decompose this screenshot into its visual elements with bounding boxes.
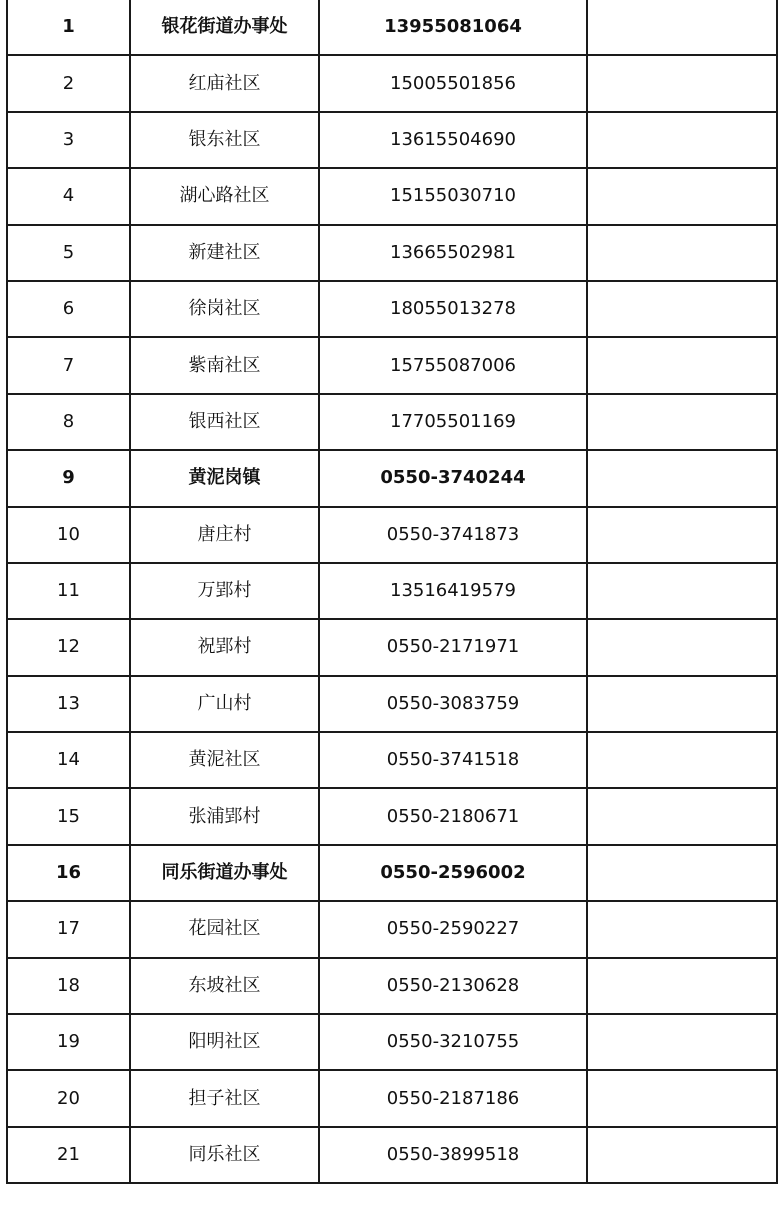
note-cell bbox=[587, 507, 777, 563]
note-cell bbox=[587, 337, 777, 393]
phone-number-cell: 0550-3210755 bbox=[319, 1014, 587, 1070]
row-number-cell: 2 bbox=[7, 55, 130, 111]
phone-number-cell: 0550-3740244 bbox=[319, 450, 587, 506]
phone-number-cell: 0550-2596002 bbox=[319, 845, 587, 901]
row-number-cell: 7 bbox=[7, 337, 130, 393]
phone-number-cell: 0550-3899518 bbox=[319, 1127, 587, 1183]
note-cell bbox=[587, 788, 777, 844]
unit-name-cell: 广山村 bbox=[130, 676, 319, 732]
phone-number-cell: 0550-2187186 bbox=[319, 1070, 587, 1126]
row-number-cell: 1 bbox=[7, 0, 130, 55]
table-row bbox=[7, 281, 777, 337]
unit-name-cell: 担子社区 bbox=[130, 1070, 319, 1126]
unit-name-cell: 万郢村 bbox=[130, 563, 319, 619]
unit-name-cell: 紫南社区 bbox=[130, 337, 319, 393]
phone-number-cell: 0550-3741518 bbox=[319, 732, 587, 788]
table-row bbox=[7, 225, 777, 281]
unit-name-cell: 阳明社区 bbox=[130, 1014, 319, 1070]
unit-name-cell: 新建社区 bbox=[130, 225, 319, 281]
row-number-cell: 20 bbox=[7, 1070, 130, 1126]
unit-name-cell: 花园社区 bbox=[130, 901, 319, 957]
phone-number-cell: 13665502981 bbox=[319, 225, 587, 281]
row-number-cell: 4 bbox=[7, 168, 130, 224]
row-number-cell: 15 bbox=[7, 788, 130, 844]
note-cell bbox=[587, 563, 777, 619]
phone-number-cell: 0550-2180671 bbox=[319, 788, 587, 844]
phone-number-cell: 0550-3741873 bbox=[319, 507, 587, 563]
note-cell bbox=[587, 55, 777, 111]
row-number-cell: 17 bbox=[7, 901, 130, 957]
phone-number-cell: 0550-3083759 bbox=[319, 676, 587, 732]
phone-number-cell: 15755087006 bbox=[319, 337, 587, 393]
table-row bbox=[7, 732, 777, 788]
note-cell bbox=[587, 845, 777, 901]
unit-name-cell: 徐岗社区 bbox=[130, 281, 319, 337]
row-number-cell: 18 bbox=[7, 958, 130, 1014]
note-cell bbox=[587, 168, 777, 224]
note-cell bbox=[587, 225, 777, 281]
unit-name-cell: 黄泥社区 bbox=[130, 732, 319, 788]
phone-number-cell: 13615504690 bbox=[319, 112, 587, 168]
table-row bbox=[7, 112, 777, 168]
note-cell bbox=[587, 450, 777, 506]
note-cell bbox=[587, 958, 777, 1014]
unit-name-cell: 张浦郢村 bbox=[130, 788, 319, 844]
note-cell bbox=[587, 732, 777, 788]
phone-number-cell: 0550-2130628 bbox=[319, 958, 587, 1014]
phone-number-cell: 17705501169 bbox=[319, 394, 587, 450]
unit-name-cell: 东坡社区 bbox=[130, 958, 319, 1014]
table-row bbox=[7, 563, 777, 619]
phone-number-cell: 0550-2171971 bbox=[319, 619, 587, 675]
unit-name-cell: 黄泥岗镇 bbox=[130, 450, 319, 506]
unit-name-cell: 银西社区 bbox=[130, 394, 319, 450]
table-row bbox=[7, 55, 777, 111]
phone-number-cell: 0550-2590227 bbox=[319, 901, 587, 957]
row-number-cell: 16 bbox=[7, 845, 130, 901]
row-number-cell: 12 bbox=[7, 619, 130, 675]
row-number-cell: 13 bbox=[7, 676, 130, 732]
table-row bbox=[7, 450, 777, 506]
table-row bbox=[7, 845, 777, 901]
table-row bbox=[7, 1014, 777, 1070]
phone-number-cell: 13516419579 bbox=[319, 563, 587, 619]
phone-number-cell: 15005501856 bbox=[319, 55, 587, 111]
note-cell bbox=[587, 394, 777, 450]
contacts-table-body bbox=[7, 0, 777, 1183]
note-cell bbox=[587, 1127, 777, 1183]
table-row bbox=[7, 394, 777, 450]
row-number-cell: 14 bbox=[7, 732, 130, 788]
unit-name-cell: 银花街道办事处 bbox=[130, 0, 319, 55]
phone-number-cell: 13955081064 bbox=[319, 0, 587, 55]
note-cell bbox=[587, 619, 777, 675]
row-number-cell: 9 bbox=[7, 450, 130, 506]
table-row bbox=[7, 507, 777, 563]
note-cell bbox=[587, 112, 777, 168]
unit-name-cell: 红庙社区 bbox=[130, 55, 319, 111]
row-number-cell: 10 bbox=[7, 507, 130, 563]
table-row bbox=[7, 337, 777, 393]
phone-number-cell: 18055013278 bbox=[319, 281, 587, 337]
table-row bbox=[7, 1127, 777, 1183]
table-row bbox=[7, 168, 777, 224]
unit-name-cell: 唐庄村 bbox=[130, 507, 319, 563]
note-cell bbox=[587, 1014, 777, 1070]
row-number-cell: 21 bbox=[7, 1127, 130, 1183]
note-cell bbox=[587, 676, 777, 732]
table-row bbox=[7, 1070, 777, 1126]
table-row bbox=[7, 619, 777, 675]
note-cell bbox=[587, 901, 777, 957]
row-number-cell: 3 bbox=[7, 112, 130, 168]
unit-name-cell: 同乐街道办事处 bbox=[130, 845, 319, 901]
row-number-cell: 5 bbox=[7, 225, 130, 281]
note-cell bbox=[587, 1070, 777, 1126]
unit-name-cell: 银东社区 bbox=[130, 112, 319, 168]
note-cell bbox=[587, 281, 777, 337]
row-number-cell: 6 bbox=[7, 281, 130, 337]
table-row bbox=[7, 958, 777, 1014]
unit-name-cell: 同乐社区 bbox=[130, 1127, 319, 1183]
table-row bbox=[7, 901, 777, 957]
table-row bbox=[7, 0, 777, 55]
note-cell bbox=[587, 0, 777, 55]
row-number-cell: 19 bbox=[7, 1014, 130, 1070]
phone-number-cell: 15155030710 bbox=[319, 168, 587, 224]
table-row bbox=[7, 788, 777, 844]
table-row bbox=[7, 676, 777, 732]
row-number-cell: 8 bbox=[7, 394, 130, 450]
row-number-cell: 11 bbox=[7, 563, 130, 619]
contacts-table bbox=[6, 0, 778, 1184]
unit-name-cell: 祝郢村 bbox=[130, 619, 319, 675]
unit-name-cell: 湖心路社区 bbox=[130, 168, 319, 224]
